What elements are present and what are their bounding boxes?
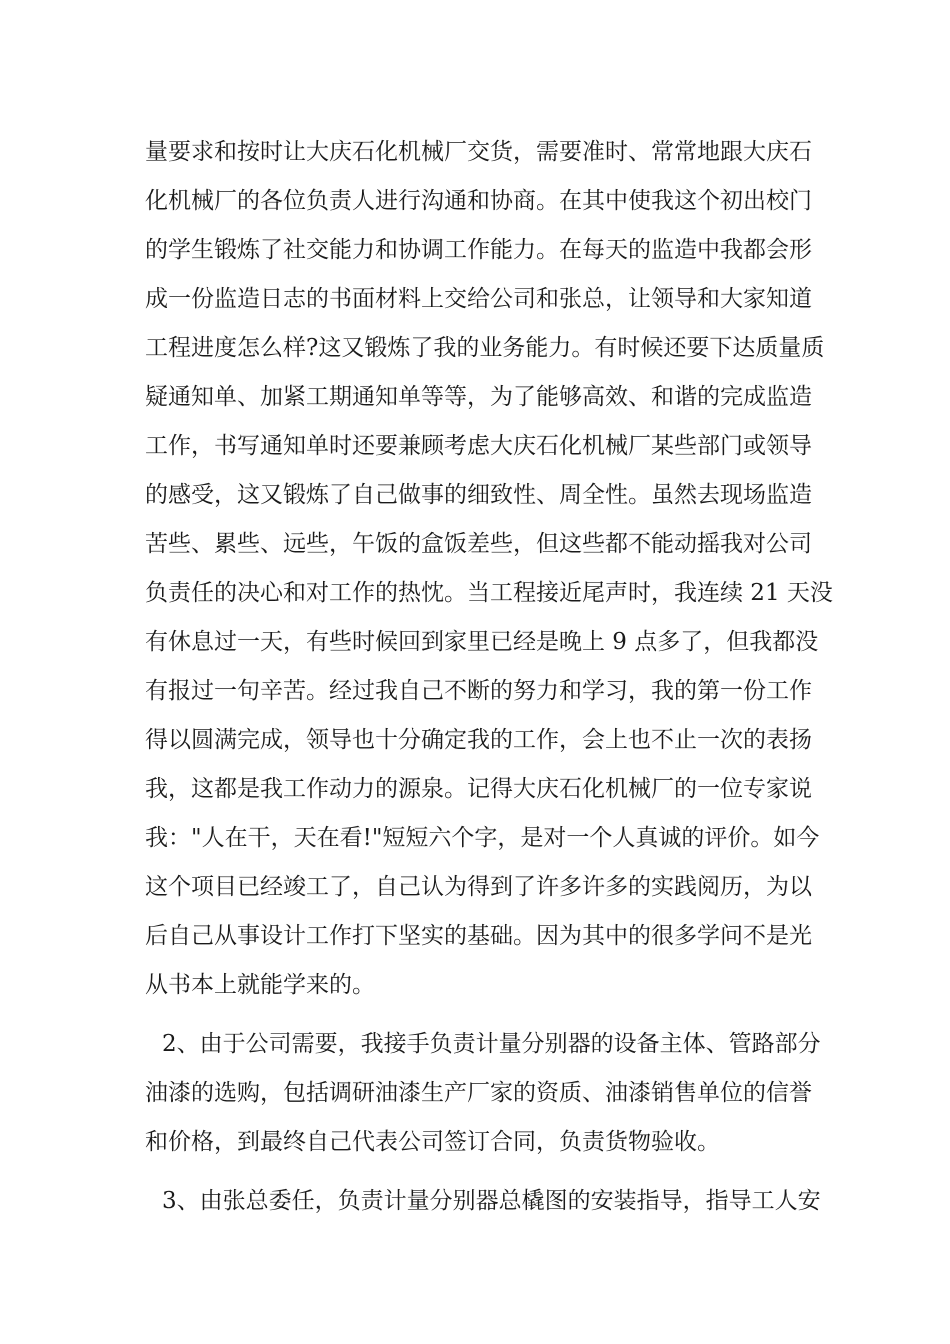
text-line: 有休息过一天，有些时候回到家里已经是晚上 9 点多了，但我都没 [145,629,819,655]
text-line: 工作，书写通知单时还要兼顾考虑大庆石化机械厂某些部门或领导 [145,433,812,459]
text-line: 后自己从事设计工作打下坚实的基础。因为其中的很多学问不是光 [145,923,812,949]
paragraph-3 [145,1177,821,1226]
text-line: 工程进度怎么样?这又锻炼了我的业务能力。有时候还要下达质量质 [145,335,825,361]
text-line: 从书本上就能学来的。 [145,972,375,998]
text-line: 油漆的选购，包括调研油漆生产厂家的资质、油漆销售单位的信誉 [145,1080,812,1106]
paragraph-1 [145,128,833,1010]
text-line: 3、由张总委任，负责计量分别器总橇图的安装指导，指导工人安 [162,1188,821,1214]
document-body [145,128,833,1226]
text-line: 有报过一句辛苦。经过我自己不断的努力和学习，我的第一份工作 [145,678,812,704]
text-line: 量要求和按时让大庆石化机械厂交货，需要准时、常常地跟大庆石 [145,139,812,165]
text-line: 我："人在干，天在看!"短短六个字，是对一个人真诚的评价。如今 [145,825,820,851]
text-line: 的学生锻炼了社交能力和协调工作能力。在每天的监造中我都会形 [145,237,812,263]
text-line: 我，这都是我工作动力的源泉。记得大庆石化机械厂的一位专家说 [145,776,812,802]
text-line: 苦些、累些、远些，午饭的盒饭差些，但这些都不能动摇我对公司 [145,531,812,557]
paragraph-2 [145,1020,821,1167]
text-line: 和价格，到最终自己代表公司签订合同，负责货物验收。 [145,1129,720,1155]
text-line: 负责任的决心和对工作的热忱。当工程接近尾声时，我连续 21 天没 [145,580,833,606]
text-line: 得以圆满完成，领导也十分确定我的工作，会上也不止一次的表扬 [145,727,812,753]
text-line: 这个项目已经竣工了，自己认为得到了许多许多的实践阅历，为以 [145,874,812,900]
text-line: 疑通知单、加紧工期通知单等等，为了能够高效、和谐的完成监造 [145,384,812,410]
text-line: 化机械厂的各位负责人进行沟通和协商。在其中使我这个初出校门 [145,188,812,214]
text-line: 成一份监造日志的书面材料上交给公司和张总，让领导和大家知道 [145,286,812,312]
text-line: 的感受，这又锻炼了自己做事的细致性、周全性。虽然去现场监造 [145,482,812,508]
text-line: 2、由于公司需要，我接手负责计量分别器的设备主体、管路部分 [162,1031,821,1057]
